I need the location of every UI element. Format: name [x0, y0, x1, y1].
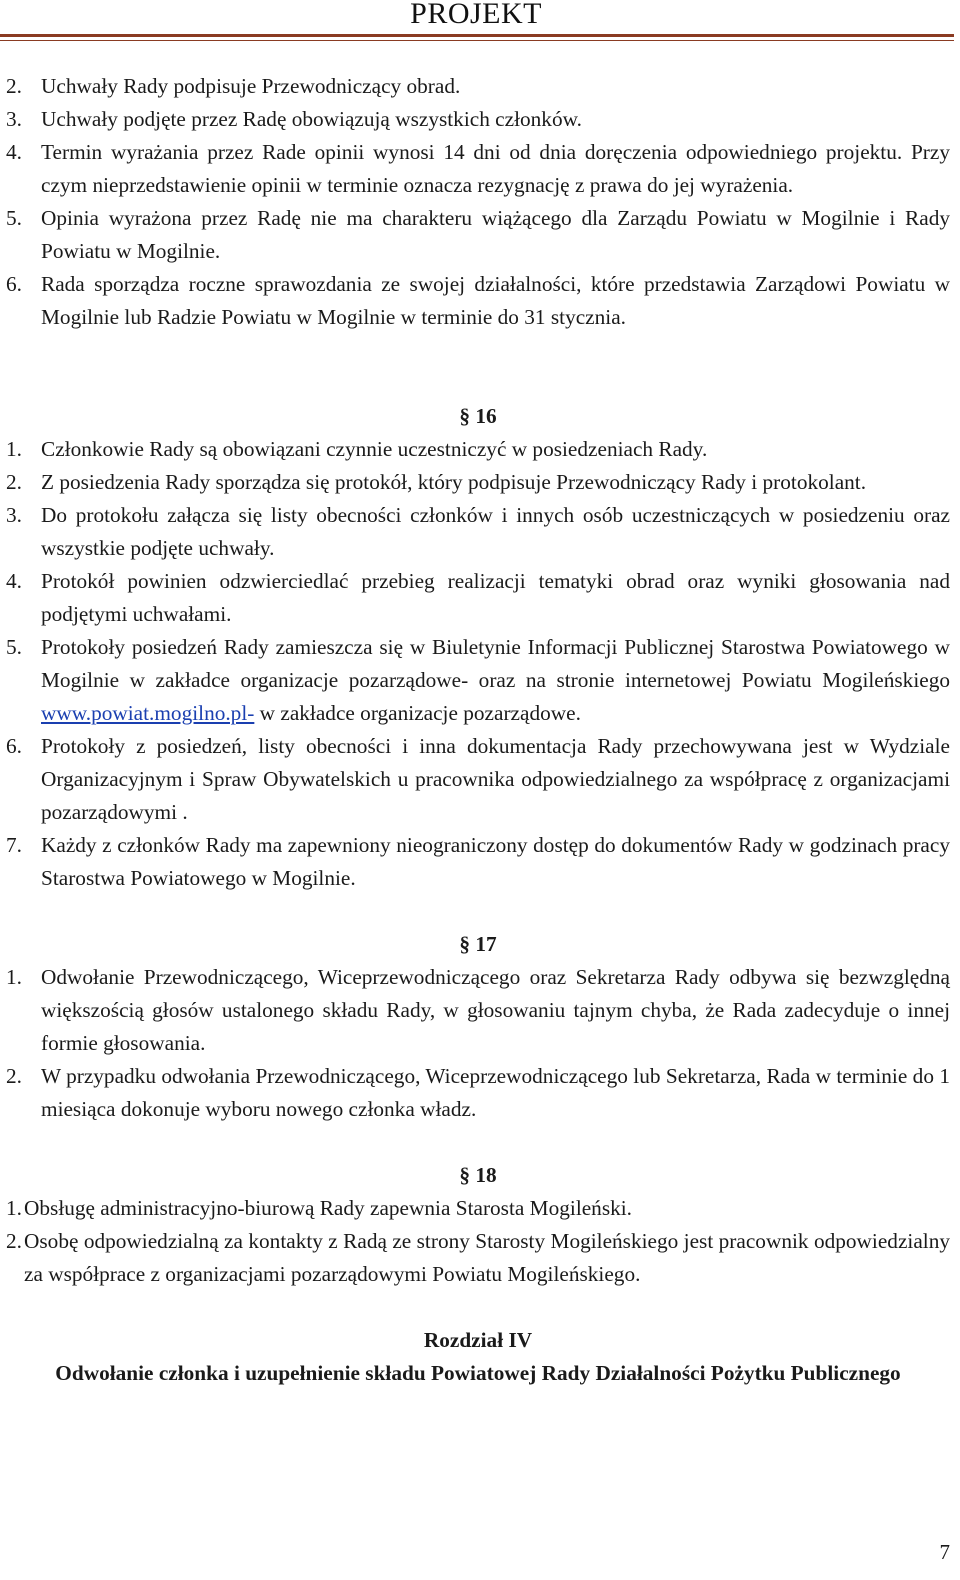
list-item: [6, 433, 950, 466]
item-text: Członkowie Rady są obowiązani czynnie uczestniczyć w posiedzeniach Rady.: [41, 437, 708, 461]
item-text: Termin wyrażania przez Rade opinii wynosi 14 dni od dnia doręczenia odpowiedniego projektu. Przy czym nieprzedstawienie opinii w terminie oznacza rezygnację z prawa do jej wyrażenia.: [41, 140, 950, 197]
chapter-title: Odwołanie członka i uzupełnienie składu Powiatowej Rady Działalności Pożytku Publicznego: [55, 1361, 901, 1385]
list-item: [6, 1225, 950, 1291]
spacer: [6, 895, 950, 928]
item-text: Osobę odpowiedzialną za kontakty z Radą ze strony Starosty Mogileńskiego jest pracownik odpowiedzialny za współprace z organizacjami pozarządowymi Powiatu Mogileńskiego.: [24, 1229, 950, 1286]
document-body: [6, 70, 950, 1390]
list-item: [6, 70, 950, 103]
item-text: Do protokołu załącza się listy obecności członków i innych osób uczestniczących w posiedzeniu oraz wszystkie podjęte uchwały.: [41, 503, 950, 560]
item-text: Z posiedzenia Rady sporządza się protokół, który podpisuje Przewodniczący Rady i protokolant.: [41, 470, 867, 494]
header-rule-thin: [0, 40, 954, 41]
list-item: [6, 1192, 950, 1225]
list-item: [6, 730, 950, 829]
list-item: [6, 103, 950, 136]
item-text: Odwołanie Przewodniczącego, Wiceprzewodniczącego oraz Sekretarza Rady odbywa się bezwzględną większością głosów ustalonego składu Rady, w głosowaniu tajnym chyba, że Rada zadecyduje o innej formie głosowania.: [41, 965, 950, 1055]
list-item: [6, 466, 950, 499]
item-number: 1.: [6, 965, 22, 989]
item-text: W przypadku odwołania Przewodniczącego, Wiceprzewodniczącego lub Sekretarza, Rada w terminie do 1 miesiąca dokonuje wyboru nowego członka władz.: [41, 1064, 950, 1121]
spacer: [6, 1126, 950, 1159]
section-heading-17: § 17: [459, 932, 497, 956]
item-number: 5.: [6, 206, 22, 230]
item-number: 6.: [6, 734, 22, 758]
header-title: PROJEKT: [410, 0, 542, 30]
item-text: Uchwały podjęte przez Radę obowiązują wszystkich członków.: [41, 107, 582, 131]
item-number: 2.: [6, 1064, 22, 1088]
item-text: Uchwały Rady podpisuje Przewodniczący obrad.: [41, 74, 461, 98]
list-item: [6, 499, 950, 565]
item-number: 2.: [6, 470, 22, 494]
item-number: 5.: [6, 635, 22, 659]
page-header: [0, 0, 960, 44]
item-number: 6.: [6, 272, 22, 296]
list-item: [6, 136, 950, 202]
section-heading-16: § 16: [459, 404, 497, 428]
header-rule: [0, 34, 954, 37]
list-item: [6, 829, 950, 895]
item-text: Protokół powinien odzwierciedlać przebieg realizacji tematyki obrad oraz wyniki głosowania nad podjętymi uchwałami.: [41, 569, 950, 626]
list-item: [6, 631, 950, 730]
list-item: [6, 202, 950, 268]
item-number: 1.: [6, 1196, 22, 1220]
list-item: [6, 961, 950, 1060]
section-heading-18: § 18: [459, 1163, 497, 1187]
item-number: 3.: [6, 107, 22, 131]
item-number: 2.: [6, 1229, 22, 1253]
item-number: 4.: [6, 140, 22, 164]
item-number: 1.: [6, 437, 22, 461]
item-number: 2.: [6, 74, 22, 98]
website-link[interactable]: www.powiat.mogilno.pl-: [41, 701, 255, 725]
list-item: [6, 565, 950, 631]
item-text: Obsługę administracyjno-biurową Rady zapewnia Starosta Mogileński.: [24, 1196, 633, 1220]
item-text: Opinia wyrażona przez Radę nie ma charakteru wiążącego dla Zarządu Powiatu w Mogilnie i Rady Powiatu w Mogilnie.: [41, 206, 950, 263]
item-text: Rada sporządza roczne sprawozdania ze swojej działalności, które przedstawia Zarządowi Powiatu w Mogilnie lub Radzie Powiatu w Mogilnie w terminie do 31 stycznia.: [41, 272, 950, 329]
item-number: 3.: [6, 503, 22, 527]
spacer: [6, 334, 950, 400]
list-item: [6, 268, 950, 334]
item-number: 7.: [6, 833, 22, 857]
item-text-end: w zakładce organizacje pozarządowe.: [254, 701, 581, 725]
item-text: Każdy z członków Rady ma zapewniony nieograniczony dostęp do dokumentów Rady w godzinach pracy Starostwa Powiatowego w Mogilnie.: [41, 833, 950, 890]
chapter-label: Rozdział IV: [423, 1328, 533, 1352]
page-number: 7: [939, 1540, 950, 1564]
spacer: [6, 1291, 950, 1324]
item-text: Protokoły posiedzeń Rady zamieszcza się w Biuletynie Informacji Publicznej Starostwa Powiatowego w Mogilnie w zakładce organizacje pozarządowe- oraz na stronie internetowej Powiatu Mogileńskiego: [41, 635, 950, 692]
list-item: [6, 1060, 950, 1126]
item-text: Protokoły z posiedzeń, listy obecności i inna dokumentacja Rady przechowywana jest w Wydziale Organizacyjnym i Spraw Obywatelskich u pracownika odpowiedzialnego za współpracę z organizacjami pozarządowymi .: [41, 734, 950, 824]
item-number: 4.: [6, 569, 22, 593]
